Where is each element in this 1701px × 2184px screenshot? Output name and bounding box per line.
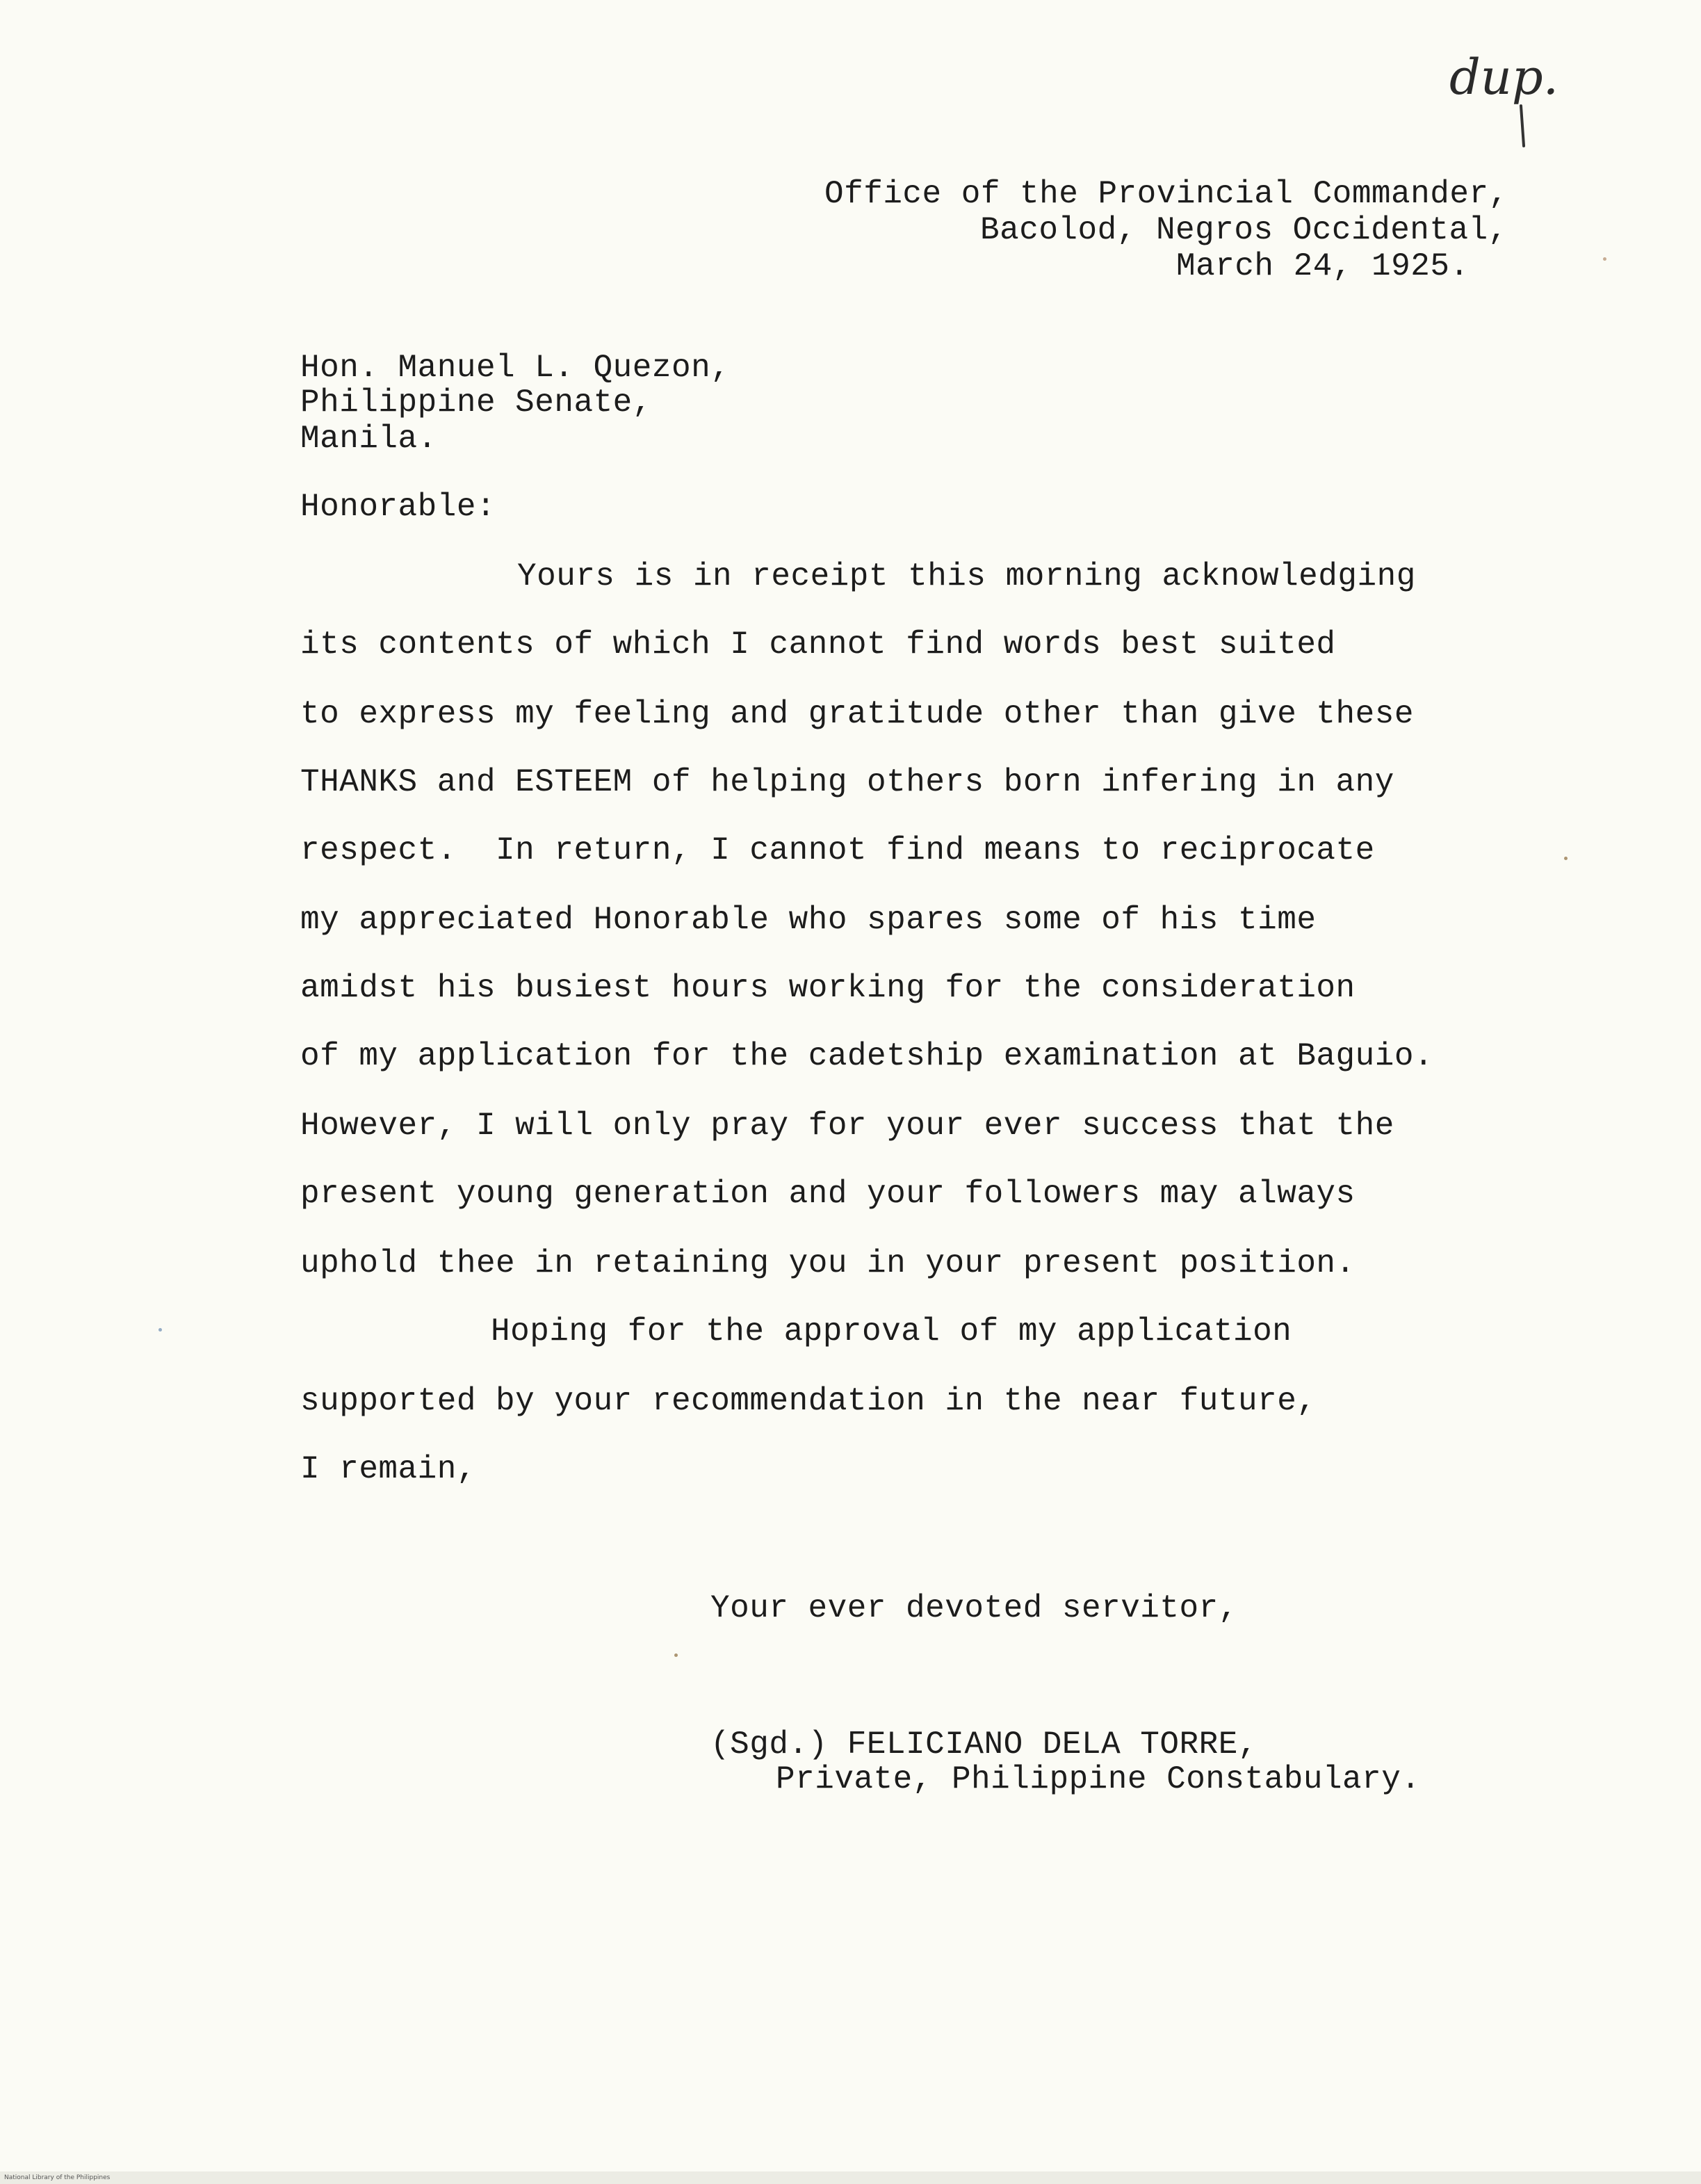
body-line: Hoping for the approval of my application <box>491 1313 1292 1350</box>
body-line: I remain, <box>300 1451 476 1487</box>
body-line: amidst his busiest hours working for the consideration <box>300 970 1356 1006</box>
body-line: THANKS and ESTEEM of helping others born infering in any <box>300 764 1394 800</box>
body-line: uphold thee in retaining you in your present position. <box>300 1245 1356 1281</box>
scan-footer-text: National Library of the Philippines <box>4 2174 111 2181</box>
annotation-stroke <box>1520 104 1525 147</box>
heading-line-location: Bacolod, Negros Occidental, <box>980 212 1508 248</box>
body-line: present young generation and your followers may always <box>300 1176 1356 1212</box>
body-line: supported by your recommendation in the near future, <box>300 1383 1317 1419</box>
body-line: Yours is in receipt this morning acknowledging <box>517 558 1416 594</box>
body-line: to express my feeling and gratitude other than give these <box>300 696 1414 732</box>
handwritten-annotation: dup. <box>1449 49 1558 106</box>
signature-title: Private, Philippine Constabulary. <box>776 1761 1421 1797</box>
body-line: of my application for the cadetship examination at Baguio. <box>300 1038 1434 1074</box>
salutation: Honorable: <box>300 489 496 525</box>
heading-line-date: March 24, 1925. <box>1176 248 1470 284</box>
complimentary-closing: Your ever devoted servitor, <box>710 1590 1238 1626</box>
body-line: respect. In return, I cannot find means to reciprocate <box>300 832 1375 868</box>
scan-footer-strip <box>0 2171 1701 2184</box>
recipient-name: Hon. Manuel L. Quezon, <box>300 350 731 386</box>
body-line: my appreciated Honorable who spares some of his time <box>300 902 1317 938</box>
recipient-city: Manila. <box>300 421 437 457</box>
heading-line-office: Office of the Provincial Commander, <box>824 176 1508 212</box>
paper-speck <box>674 1653 678 1657</box>
paper-speck <box>1564 857 1568 860</box>
body-line: However, I will only pray for your ever success that the <box>300 1108 1394 1144</box>
signature-name: (Sgd.) FELICIANO DELA TORRE, <box>710 1726 1258 1763</box>
recipient-institution: Philippine Senate, <box>300 385 652 421</box>
paper-speck <box>1603 257 1606 261</box>
body-line: its contents of which I cannot find words best suited <box>300 626 1336 663</box>
paper-speck <box>158 1328 162 1332</box>
